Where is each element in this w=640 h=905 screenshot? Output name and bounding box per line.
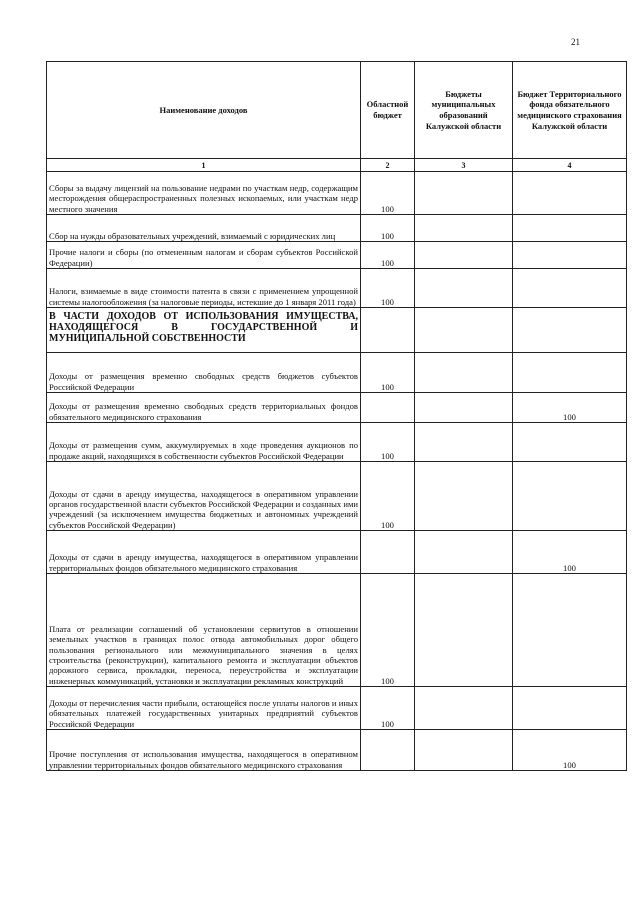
table-row bbox=[47, 462, 627, 531]
fund-share-cell bbox=[513, 353, 627, 393]
oblast-share-cell: 100 bbox=[361, 462, 415, 531]
header-municipal-budgets: Бюджеты муниципальных образований Калужской области bbox=[415, 62, 513, 159]
table-row bbox=[47, 242, 627, 269]
revenue-name-cell: Доходы от сдачи в аренду имущества, находящегося в оперативном управлении территориальных фондов обязательного медицинского страхования bbox=[47, 531, 361, 574]
municipal-share-cell bbox=[415, 242, 513, 269]
revenue-name-cell: Сбор на нужды образовательных учреждений, взимаемый с юридических лиц bbox=[47, 215, 361, 242]
table-row bbox=[47, 423, 627, 462]
fund-share-cell bbox=[513, 574, 627, 687]
oblast-share-cell: 100 bbox=[361, 242, 415, 269]
table-row bbox=[47, 531, 627, 574]
fund-share-cell: 100 bbox=[513, 393, 627, 423]
column-number: 3 bbox=[415, 159, 513, 172]
table-row bbox=[47, 269, 627, 308]
municipal-share-cell bbox=[415, 574, 513, 687]
revenue-name-cell: Доходы от сдачи в аренду имущества, находящегося в оперативном управлении органов государственной власти субъектов Российской Федерации и созданных ими учреждений (за исключением имущества бюджетных и автономных учреждений субъектов Российской Федерации) bbox=[47, 462, 361, 531]
revenue-name-cell: Налоги, взимаемые в виде стоимости патента в связи с применением упрощенной системы налогообложения (за налоговые периоды, истекшие до 1 января 2011 года) bbox=[47, 269, 361, 308]
oblast-share-cell bbox=[361, 308, 415, 353]
oblast-share-cell bbox=[361, 531, 415, 574]
municipal-share-cell bbox=[415, 687, 513, 730]
fund-share-cell bbox=[513, 269, 627, 308]
oblast-share-cell: 100 bbox=[361, 687, 415, 730]
revenue-name-cell: Доходы от перечисления части прибыли, остающейся после уплаты налогов и иных обязательных платежей государственных унитарных предприятий субъектов Российской Федерации bbox=[47, 687, 361, 730]
table-row bbox=[47, 172, 627, 215]
revenue-name-cell: Доходы от размещения сумм, аккумулируемых в ходе проведения аукционов по продаже акций, находящихся в собственности субъектов Российской Федерации bbox=[47, 423, 361, 462]
fund-share-cell bbox=[513, 172, 627, 215]
municipal-share-cell bbox=[415, 215, 513, 242]
municipal-share-cell bbox=[415, 393, 513, 423]
oblast-share-cell: 100 bbox=[361, 172, 415, 215]
oblast-share-cell: 100 bbox=[361, 423, 415, 462]
fund-share-cell: 100 bbox=[513, 730, 627, 771]
municipal-share-cell bbox=[415, 462, 513, 531]
oblast-share-cell: 100 bbox=[361, 215, 415, 242]
revenue-name-cell: Доходы от размещения временно свободных средств территориальных фондов обязательного медицинского страхования bbox=[47, 393, 361, 423]
fund-share-cell bbox=[513, 308, 627, 353]
column-number-row bbox=[47, 159, 627, 172]
revenue-name-cell: Сборы за выдачу лицензий на пользование недрами по участкам недр, содержащим месторождения общераспространенных полезных ископаемых, или участкам недр местного значения bbox=[47, 172, 361, 215]
municipal-share-cell bbox=[415, 308, 513, 353]
table-row bbox=[47, 730, 627, 771]
oblast-share-cell bbox=[361, 730, 415, 771]
column-number: 1 bbox=[47, 159, 361, 172]
table-row bbox=[47, 687, 627, 730]
oblast-share-cell: 100 bbox=[361, 353, 415, 393]
revenue-name-cell: Плата от реализации соглашений об установлении сервитутов в отношении земельных участков в границах полос отвода автомобильных дорог общего пользования регионального или межмуниципального значения в целях строительства (реконструкции), капитального ремонта и эксплуатации объектов дорожного сервиса, прокладки, переноса, переустройства и эксплуатации инженерных коммуникаций, установки и эксплуатации рекламных конструкций bbox=[47, 574, 361, 687]
oblast-share-cell: 100 bbox=[361, 574, 415, 687]
fund-share-cell bbox=[513, 423, 627, 462]
table-row bbox=[47, 574, 627, 687]
municipal-share-cell bbox=[415, 172, 513, 215]
fund-share-cell: 100 bbox=[513, 531, 627, 574]
header-oblast-budget: Областной бюджет bbox=[361, 62, 415, 159]
table-row bbox=[47, 215, 627, 242]
revenue-name-cell: Прочие налоги и сборы (по отмененным налогам и сборам субъектов Российской Федерации) bbox=[47, 242, 361, 269]
page-number: 21 bbox=[571, 37, 580, 47]
municipal-share-cell bbox=[415, 730, 513, 771]
column-number: 2 bbox=[361, 159, 415, 172]
header-fund-budget: Бюджет Территориального фонда обязательного медицинского страхования Калужской области bbox=[513, 62, 627, 159]
municipal-share-cell bbox=[415, 531, 513, 574]
table-row bbox=[47, 393, 627, 423]
revenue-table bbox=[46, 61, 627, 771]
oblast-share-cell: 100 bbox=[361, 269, 415, 308]
header-row bbox=[47, 62, 627, 159]
section-heading-row bbox=[47, 308, 627, 353]
municipal-share-cell bbox=[415, 353, 513, 393]
column-number: 4 bbox=[513, 159, 627, 172]
municipal-share-cell bbox=[415, 423, 513, 462]
revenue-rows bbox=[47, 172, 627, 771]
municipal-share-cell bbox=[415, 269, 513, 308]
header-revenue-name: Наименование доходов bbox=[47, 62, 361, 159]
fund-share-cell bbox=[513, 687, 627, 730]
table-row bbox=[47, 353, 627, 393]
fund-share-cell bbox=[513, 215, 627, 242]
revenue-name-cell: В ЧАСТИ ДОХОДОВ ОТ ИСПОЛЬЗОВАНИЯ ИМУЩЕСТВА, НАХОДЯЩЕГОСЯ В ГОСУДАРСТВЕННОЙ И МУНИЦИПАЛЬНОЙ СОБСТВЕННОСТИ bbox=[47, 308, 361, 353]
revenue-name-cell: Прочие поступления от использования имущества, находящегося в оперативном управлении территориальных фондов обязательного медицинского страхования bbox=[47, 730, 361, 771]
fund-share-cell bbox=[513, 462, 627, 531]
fund-share-cell bbox=[513, 242, 627, 269]
revenue-name-cell: Доходы от размещения временно свободных средств бюджетов субъектов Российской Федерации bbox=[47, 353, 361, 393]
oblast-share-cell bbox=[361, 393, 415, 423]
